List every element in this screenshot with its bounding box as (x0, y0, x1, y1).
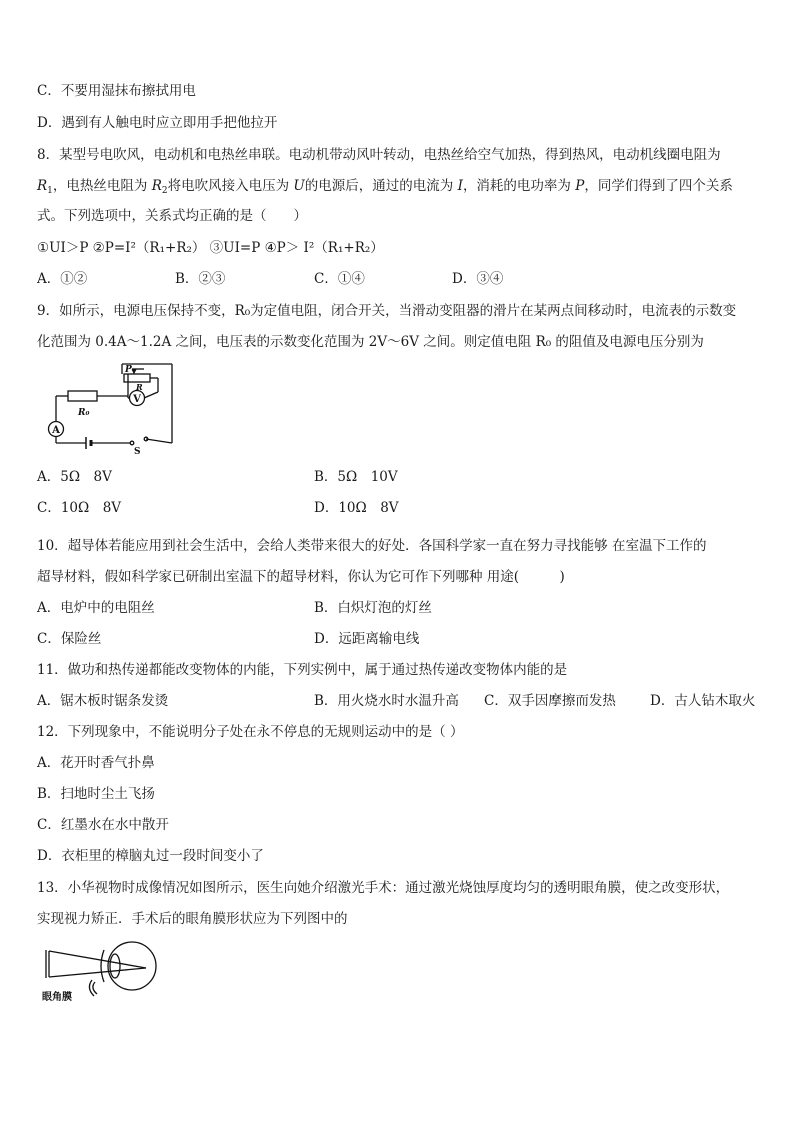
slider-label: P (125, 365, 132, 375)
q11-option-a: A．锯木板时锯条发烫 (37, 693, 169, 709)
q7-option-d: D．遇到有人触电时应立即用手把他拉开 (37, 115, 278, 131)
u-symbol: U (293, 178, 305, 194)
q10-stem-line1: 10．超导体若能应用到社会生活中，会给人类带来很大的好处．各国科学家一直在努力寻找能够 在室温下工作的 (37, 538, 707, 554)
q13-eye-diagram (42, 944, 164, 1010)
q8-option-c: C．①④ (314, 271, 365, 287)
q9-option-a: A．5Ω 8V (37, 469, 112, 485)
q10-option-c: C．保险丝 (37, 631, 102, 647)
r2-symbol: R (151, 178, 162, 194)
r1-symbol: R (37, 178, 48, 194)
q12-option-d: D．衣柜里的樟脑丸过一段时间变小了 (37, 848, 264, 864)
q9-option-c: C．10Ω 8V (37, 500, 122, 516)
q12-option-b: B．扫地时尘土飞扬 (37, 786, 155, 802)
q9-stem-line2: 化范围为 0.4A～1.2A 之间，电压表的示数变化范围为 2V～6V 之间。则定值电阻 R₀ 的阻值及电源电压分别为 (37, 334, 704, 350)
q8-option-b: B．②③ (175, 271, 226, 287)
r2-subscript: 2 (161, 186, 168, 196)
q8-stem-line2 (37, 177, 733, 195)
rheostat-label: R (136, 382, 143, 392)
q8-option-a: A．①② (37, 271, 88, 287)
q8-text: 将电吹风接入电压为 (167, 178, 294, 194)
q10-stem-line2: 超导材料，假如科学家已研制出室温下的超导材料，你认为它可作下列哪种 用途( ) (37, 569, 565, 585)
q12-option-a: A．花开时香气扑鼻 (37, 755, 155, 771)
q13-stem-line1: 13．小华视物时成像情况如图所示，医生向她介绍激光手术：通过激光烧蚀厚度均匀的透明眼角膜，使之改变形状， (37, 880, 730, 896)
ammeter-label: A (52, 425, 60, 436)
q8-text: ，同学们得到了四个关系 (584, 178, 733, 194)
q8-option-d: D．③④ (452, 271, 504, 287)
q8-formulas: ①UI＞P ②P=I²（R₁+R₂） ③UI=P ④P＞ I²（R₁+R₂） (37, 240, 384, 256)
r0-label: R₀ (78, 408, 90, 418)
q10-option-d: D．远距离输电线 (314, 631, 420, 647)
q10-option-b: B．白炽灯泡的灯丝 (314, 600, 432, 616)
q10-option-a: A．电炉中的电阻丝 (37, 600, 155, 616)
q11-option-b: B．用火烧水时水温升高 (314, 693, 459, 709)
switch-label: S (134, 447, 141, 457)
q9-stem-line1: 9．如所示，电源电压保持不变，R₀为定值电阻，闭合开关，当滑动变阻器的滑片在某两点间移动时，电流表的示数变 (37, 303, 737, 319)
q12-option-c: C．红墨水在水中散开 (37, 817, 169, 833)
cornea-label: 眼角膜 (42, 992, 72, 1003)
q9-option-b: B．5Ω 10V (314, 469, 398, 485)
q11-option-d: D．古人钻木取火 (650, 693, 756, 709)
q9-option-d: D．10Ω 8V (314, 500, 399, 516)
i-symbol: I (457, 178, 463, 194)
r1-subscript: 1 (47, 186, 53, 196)
voltmeter-label: V (133, 394, 141, 405)
q8-text: 的电源后，通过的电流为 (304, 178, 458, 194)
q11-stem: 11．做功和热传递都能改变物体的内能，下列实例中，属于通过热传递改变物体内能的是 (37, 662, 568, 678)
q9-circuit-diagram (40, 360, 175, 455)
q12-stem: 12．下列现象中，不能说明分子处在永不停息的无规则运动中的是（ ） (37, 724, 464, 740)
q8-text: ，电热丝电阻为 (52, 178, 152, 194)
q8-text: ，消耗的电功率为 (462, 178, 576, 194)
q7-option-c: C．不要用湿抹布擦拭用电 (37, 83, 196, 99)
q13-stem-line2: 实现视力矫正．手术后的眼角膜形状应为下列图中的 (37, 911, 348, 927)
q8-stem-line1: 8．某型号电吹风，电动机和电热丝串联。电动机带动风叶转动，电热丝给空气加热，得到热风，电动机线圈电阻为 (37, 147, 721, 163)
q8-stem-line3: 式。下列选项中，关系式均正确的是（ ） (37, 208, 307, 224)
p-symbol: P (575, 178, 585, 194)
q11-option-c: C．双手因摩擦而发热 (484, 693, 616, 709)
